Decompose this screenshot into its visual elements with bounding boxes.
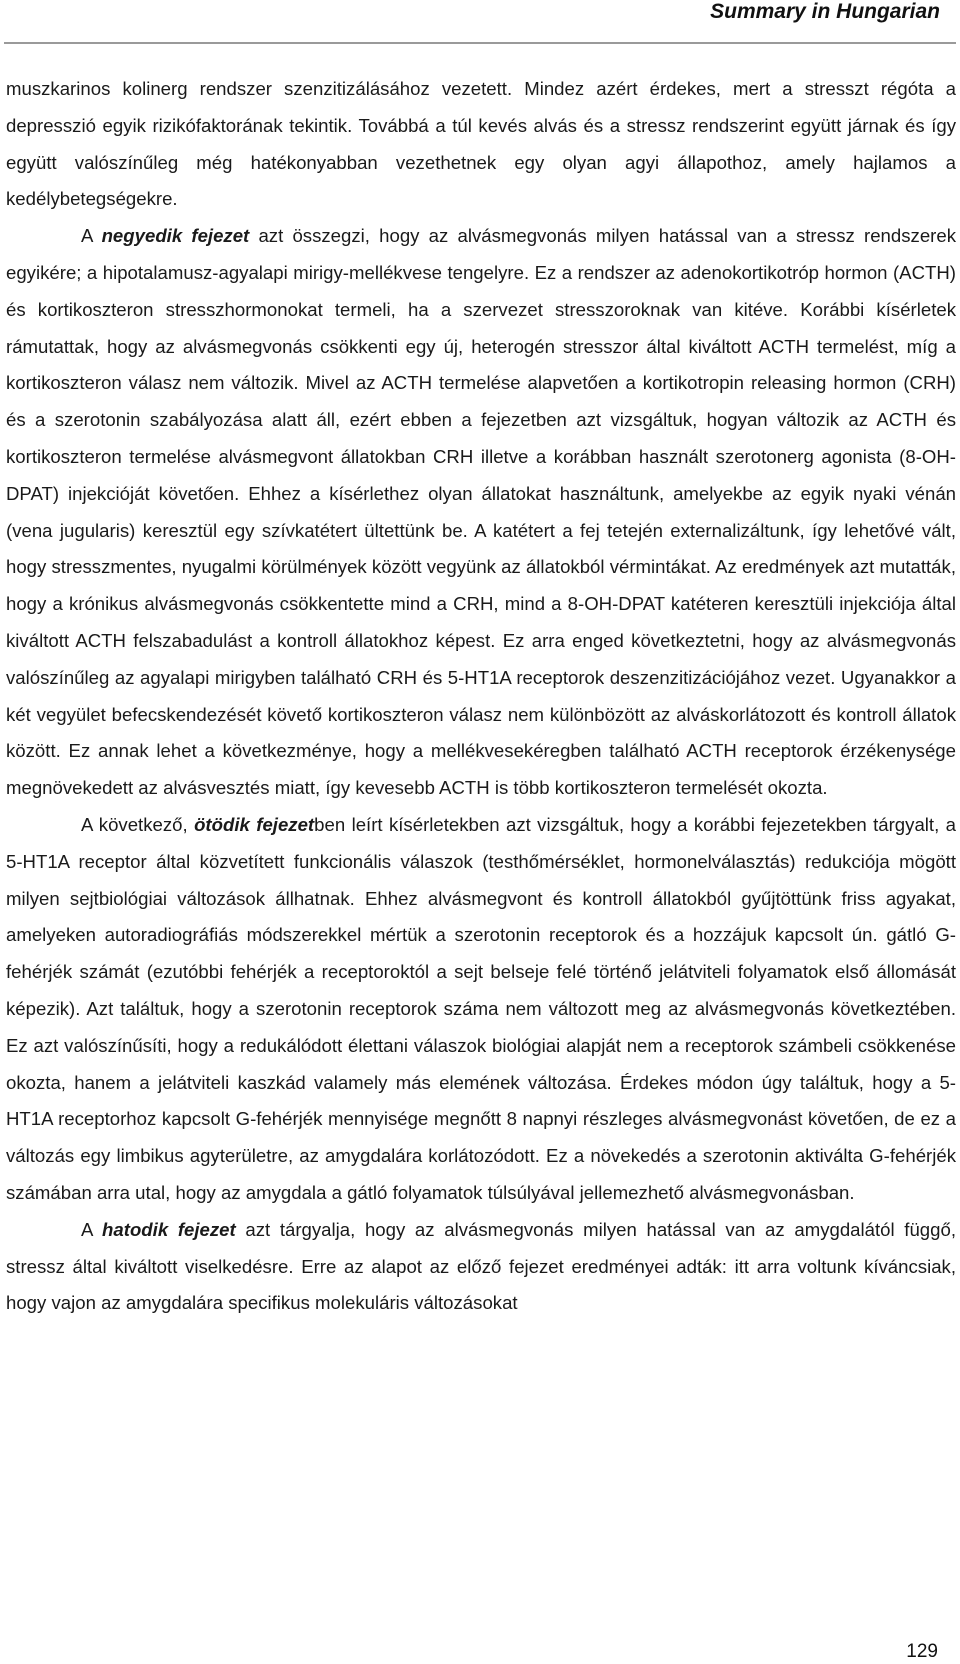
paragraph-text-start: A bbox=[81, 1218, 103, 1240]
paragraph-continuation: muszkarinos kolinerg rendszer szenzitizálásához vezetett. Mindez azért érdekes, mert a stresszt régóta a depresszió egyik rizikófaktorának tekintik. Továbbá a túl kevés alvás és a stressz rendszerint együtt járnak és így együtt valószínűleg még hatékonyabban vezethetnek egy olyan agyi állapothoz, amely hajlamos a kedélybetegségekre. bbox=[6, 78, 956, 210]
paragraph-chapter-five bbox=[6, 807, 956, 1212]
paragraph-text-rest: azt összegzi, hogy az alvásmegvonás milyen hatással van a stressz rendszerek egyikére; a hipotalamusz-agyalapi mirigy-mellékvese tengelyre. Ez a rendszer az adenokortikotróp hormon (ACTH) és kortikoszteron stresszhormonokat termeli, ha a szervezet stresszoroknak van kitéve. Korábbi kísérletek rámutattak, hogy az alvásmegvonás csökkenti egy új, heterogén stresszor által kiváltott ACTH termelést, míg a kortikoszteron válasz nem változik. Mivel az ACTH termelése alapvetően a kortikotropin releasing hormon (CRH) és a szerotonin szabályozása alatt áll, ezért ebben a fejezetben azt vizsgáltuk, hogyan változik az ACTH és kortikoszteron termelése alvásmegvont állatokban CRH illetve a korábban használt szerotonerg agonista (8-OH-DPAT) injekcióját követően. Ehhez a kísérlethez olyan állatokat használtunk, amelyekbe az egyik nyaki vénán (vena jugularis) keresztül egy szívkatétert ültettünk be. A katétert a fej tetején externalizáltunk, így lehetővé vált, hogy stresszmentes, nyugalmi körülmények között vegyünk az állatokból vérmintákat. Az eredmények azt mutatták, hogy a krónikus alvásmegvonás csökkentette mind a CRH, mind a 8-OH-DPAT katéteren keresztüli injekciója által kiváltott ACTH felszabadulást a kontroll állatokhoz képest. Ez arra enged következtetni, hogy az alvásmegvonás valószínűleg az agyalapi mirigyben található CRH és 5-HT1A receptorok deszenzitizációjához vezet. Ugyanakkor a két vegyület befecskendezését követő kortikoszteron válasz nem különbözött az alváskorlátozott és kontroll állatok között. Ez annak lehet a következménye, hogy a mellékvesekéregben található ACTH receptorok érzékenysége megnövekedett az alvásvesztés miatt, így kevesebb ACTH is több kortikoszteron termelését okozta. bbox=[6, 225, 956, 799]
header-divider bbox=[4, 42, 956, 44]
page-number: 129 bbox=[906, 1641, 938, 1662]
paragraph-chapter-six bbox=[6, 1212, 956, 1322]
chapter-reference: hatodik fejezet bbox=[102, 1218, 236, 1240]
chapter-reference: ötödik fejezet bbox=[194, 813, 315, 835]
paragraph-text-start: A bbox=[81, 225, 102, 247]
paragraph-text-start: A következő, bbox=[81, 813, 195, 835]
paragraph-text-rest: ben leírt kísérletekben azt vizsgáltuk, hogy a korábbi fejezetekben tárgyalt, a 5-HT1A receptor által közvetített funkcionális válaszok (testhőmérséklet, hormonelválasztás) redukciója mögött milyen sejtbiológiai változások állhatnak. Ehhez alvásmegvont és kontroll állatokból gyűjtöttünk friss agyakat, amelyeken autoradiográfiás módszerekkel mértük a szerotonin receptorok és a hozzájuk kapcsolt ún. gátló G-fehérjék számát (ezutóbbi fehérjék a receptoroktól a sejt belseje felé történő jelátviteli folyamatok első állomását képezik). Azt találtuk, hogy a szerotonin receptorok száma nem változott meg az alvásmegvonás következtében. Ez azt valószínűsíti, hogy a redukálódott élettani válaszok biológiai alapját nem a receptorok számbeli csökkenése okozta, hanem a jelátviteli kaszkád valamely más elemének változása. Érdekes módon úgy találtuk, hogy a 5-HT1A receptorhoz kapcsolt G-fehérjék mennyisége megnőtt 8 napnyi részleges alvásmegvonást követően, de ez a változás egy limbikus agyterületre, az amygdalára korlátozódott. Ez a növekedés a szerotonin aktiválta G-fehérjék számában arra utal, hogy az amygdala a gátló folyamatok túlsúlyával jellemezhető alvásmegvonásban. bbox=[6, 813, 957, 1203]
chapter-reference: negyedik fejezet bbox=[101, 225, 250, 247]
running-header: Summary in Hungarian bbox=[710, 0, 940, 23]
paragraph-chapter-four bbox=[6, 218, 956, 807]
body-text bbox=[6, 71, 956, 1322]
paragraph-text-rest: azt tárgyalja, hogy az alvásmegvonás milyen hatással van az amygdalától függő, stressz által kiváltott viselkedésre. Erre az alapot az előző fejezet eredményei adták: itt arra voltunk kíváncsiak, hogy vajon az amygdalára specifikus molekuláris változásokat bbox=[6, 1218, 956, 1314]
